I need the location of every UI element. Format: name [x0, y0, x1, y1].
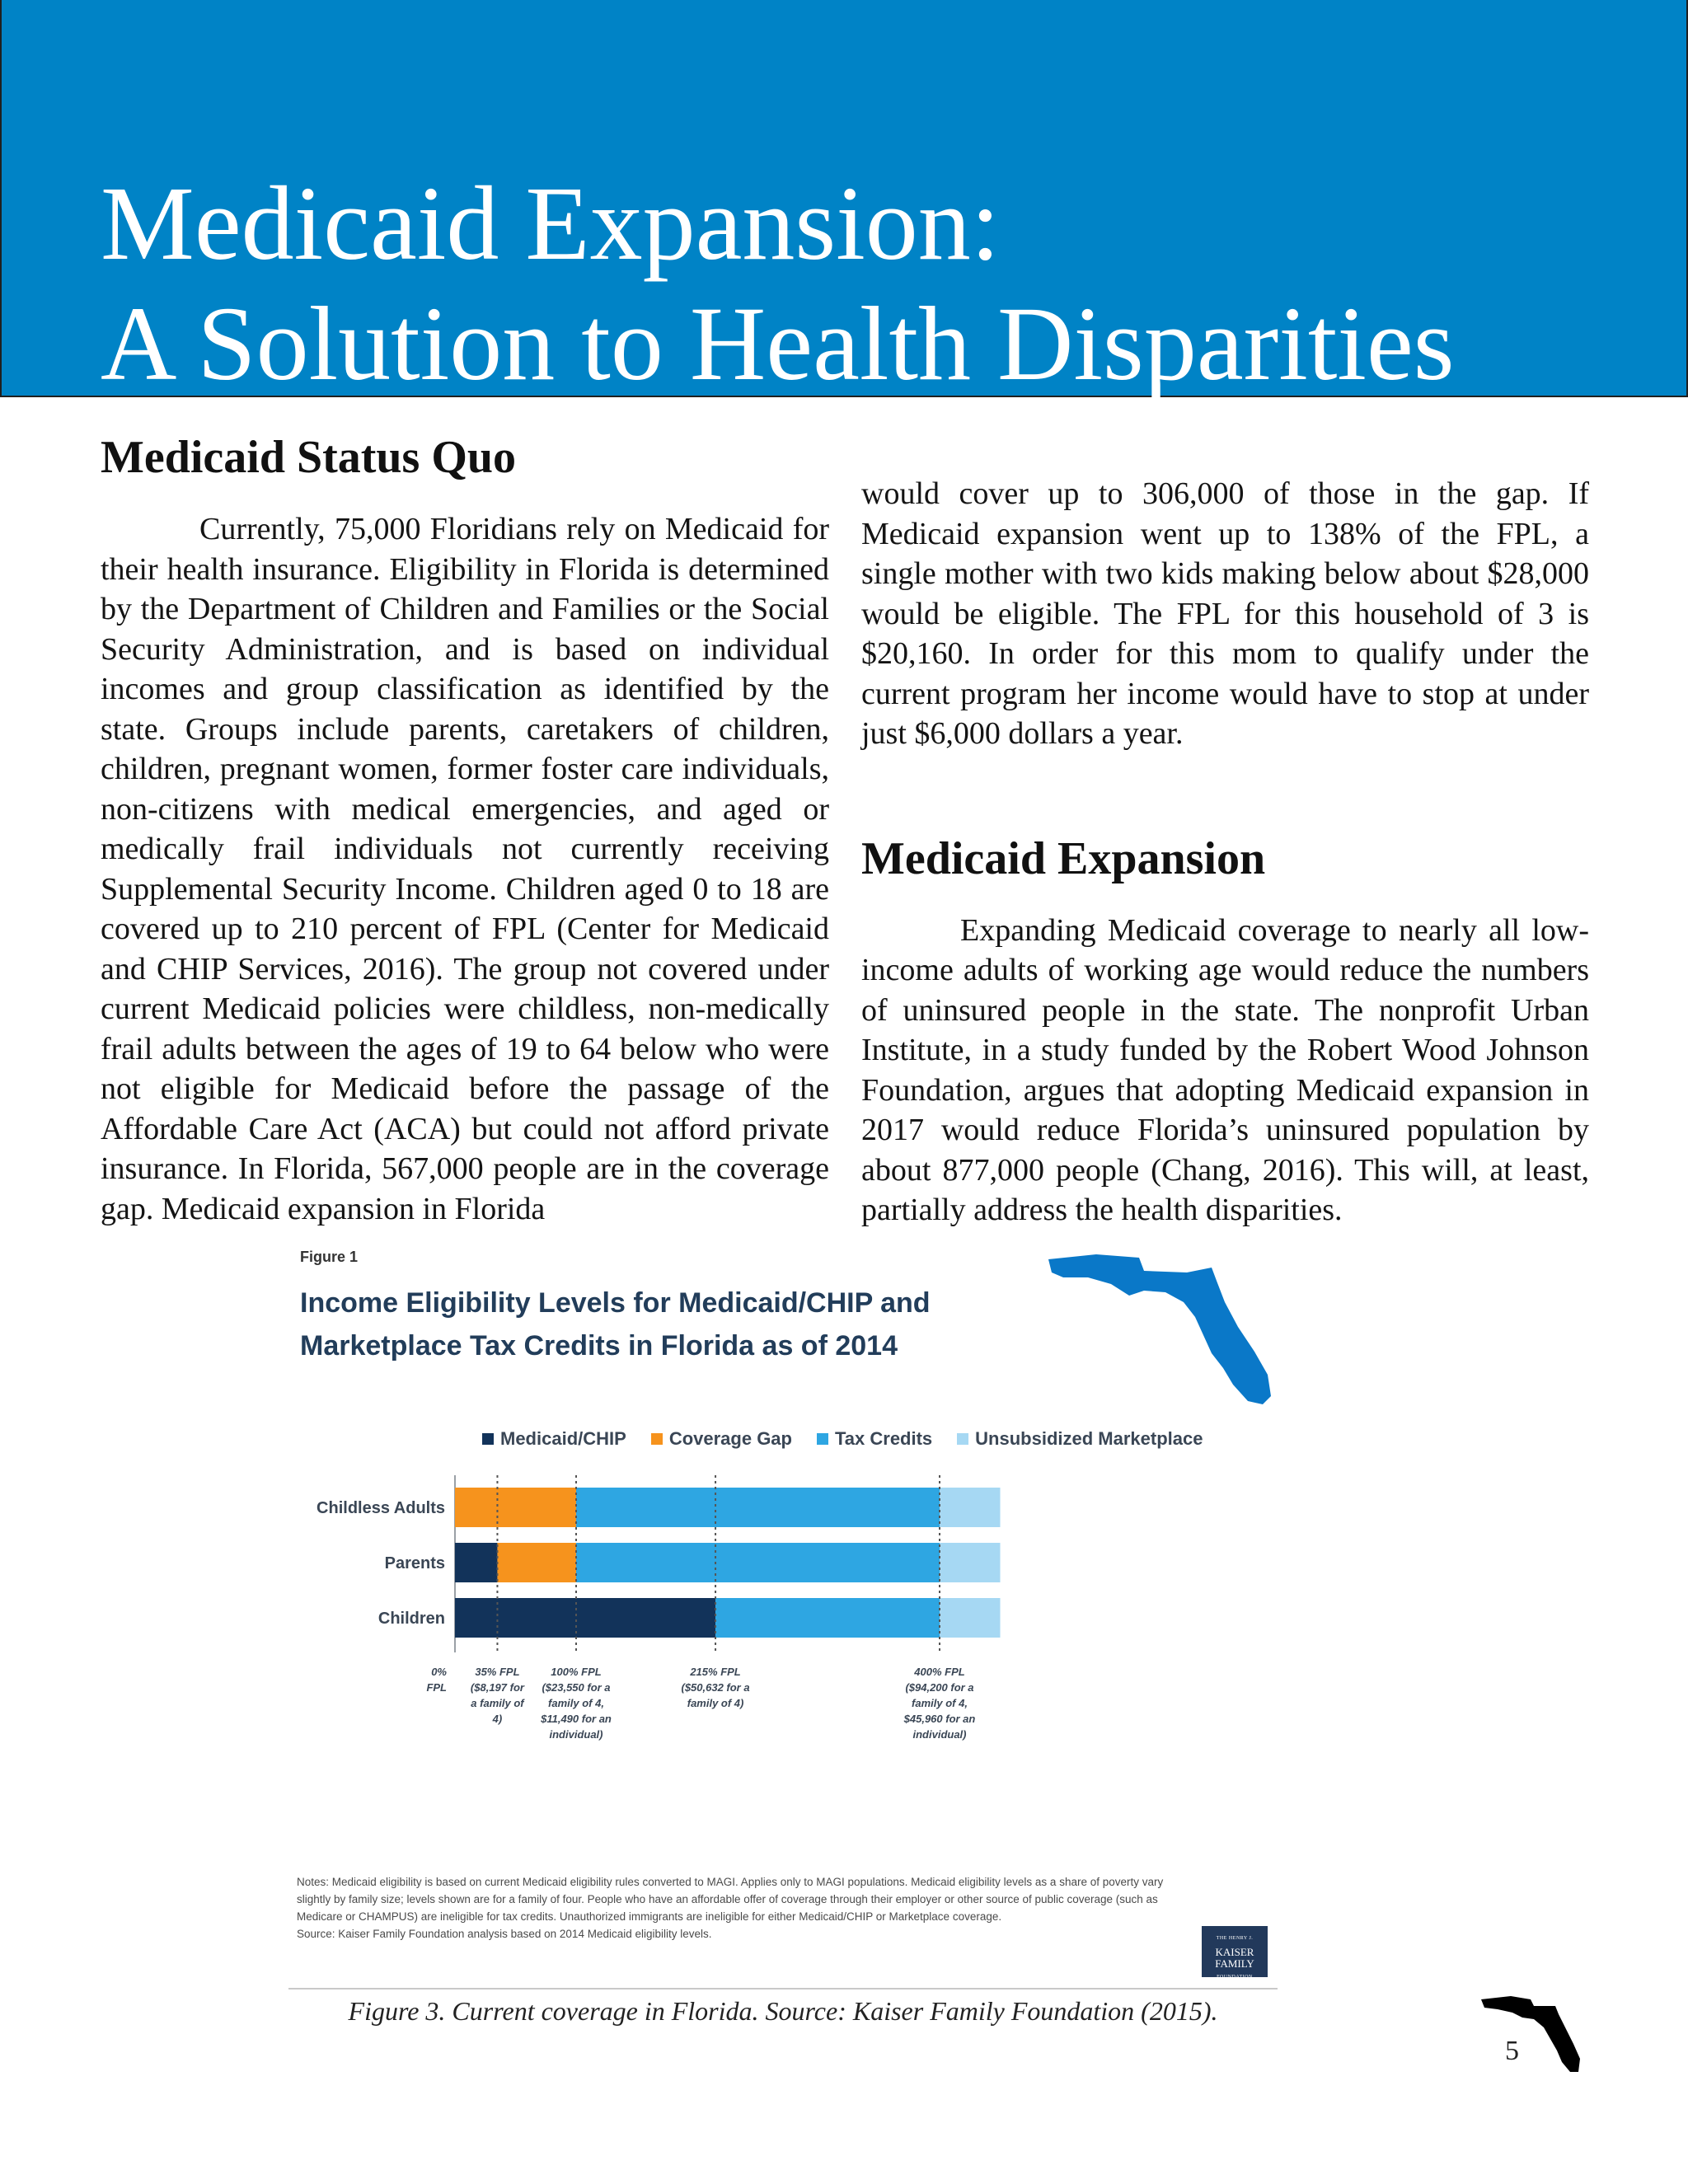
tick-label: 100% FPL ($23,550 for a family of 4, $11,490 for an individual) — [541, 1666, 612, 1741]
figure-divider — [288, 1988, 1278, 1990]
bar-segment — [455, 1543, 497, 1582]
page-title — [101, 163, 1455, 404]
legend-item-coverage-gap: Coverage Gap — [651, 1428, 792, 1450]
tick-label: 400% FPL ($94,200 for a family of 4, $45,960 for an individual) — [903, 1666, 976, 1741]
figure-title — [300, 1282, 1025, 1367]
status-quo-heading: Medicaid Status Quo — [101, 432, 517, 483]
notes-text: Notes: Medicaid eligibility is based on current Medicaid eligibility rules converted to MAGI. Applies only to MAGI populations. Medicaid eligibility levels as a share of poverty vary slightly by family size; levels shown are for a family of four. People who have an affordable offer of coverage through their employer or other source of public coverage (such as Medicare or CHAMPUS) are ineligible for tax credits. Unauthorized immigrants are ineligible for either Medicaid/CHIP or Marketplace coverage. — [297, 1876, 1164, 1923]
title-banner — [0, 0, 1688, 402]
figure-notes — [297, 1873, 1261, 1943]
expansion-paragraph: Expanding Medicaid coverage to nearly all low-income adults of working age would reduce the numbers of uninsured people in the state. The nonprofit Urban Institute, in a study funded by the Robert Wood Johnson Foundation, argues that adopting Medicaid expansion in 2017 would reduce Florida’s uninsured population by about 877,000 people (Chang, 2016). This will, at least, partially address the health disparities. — [861, 912, 1589, 1227]
left-column — [101, 429, 829, 1229]
expansion-heading: Medicaid Expansion — [861, 832, 1266, 884]
bar-segment — [576, 1488, 940, 1527]
bar-segment — [576, 1543, 940, 1582]
legend-item-tax-credits: Tax Credits — [817, 1428, 932, 1450]
bar-segment — [715, 1598, 940, 1638]
eligibility-bar-chart — [280, 1463, 1286, 1801]
figure-caption: Figure 3. Current coverage in Florida. Source: Kaiser Family Foundation (2015). — [348, 1996, 1218, 2026]
status-quo-continuation: would cover up to 306,000 of those in the gap. If Medicaid expansion went up to 138% of the FPL, a single mother with two kids making below about $28,000 would be eligible. The FPL for this household of 3 is $20,160. In order for this mom to qualify under the current program her income would have to stop at under just $6,000 dollars a year. — [861, 476, 1589, 751]
bar-segment — [455, 1598, 715, 1638]
source-text: Source: Kaiser Family Foundation analysis based on 2014 Medicaid eligibility levels. — [297, 1928, 712, 1940]
kaiser-family-logo: THE HENRY J. KAISER FAMILY FOUNDATION — [1202, 1926, 1268, 1977]
title-line-1: Medicaid Expansion: — [101, 165, 1001, 282]
tick-label: 215% FPL ($50,632 for a family of 4) — [681, 1666, 750, 1709]
tick-label: 35% FPL ($8,197 for a family of 4) — [470, 1666, 524, 1725]
page-number: 5 — [1505, 2036, 1519, 2066]
eligibility-figure — [280, 1240, 1286, 1999]
bar-segment — [497, 1543, 576, 1582]
bar-segment — [940, 1598, 1001, 1638]
figure-title-line-2: Marketplace Tax Credits in Florida as of 2014 — [300, 1330, 898, 1361]
chart-legend — [482, 1428, 1203, 1450]
florida-small-icon — [1479, 1993, 1587, 2075]
category-label: Children — [377, 1610, 445, 1628]
status-quo-paragraph: Currently, 75,000 Floridians rely on Medicaid for their health insurance. Eligibility in Florida is determined by the Department of Children and Families or the Social Security Administration, and is based on individual incomes and group classification as identified by the state. Groups include parents, caretakers of children, children, pregnant women, former foster care individuals, non-citizens with medical emergencies, and aged or medically frail individuals not currently receiving Supplemental Security Income. Children aged 0 to 18 are covered up to 210 percent of FPL (Center for Medicaid and CHIP Services, 2016). The group not covered under current Medicaid policies were childless, non-medically frail adults between the ages of 19 to 64 below who were not eligible for Medicaid before the passage of the Affordable Care Act (ACA) but could not afford private insurance. In Florida, 567,000 people are in the coverage gap. Medicaid expansion in Florida — [101, 512, 829, 1226]
title-line-2: A Solution to Health Disparities — [101, 285, 1455, 402]
category-label: Childless Adults — [316, 1499, 445, 1517]
florida-map-icon — [1047, 1244, 1294, 1409]
figure-label: Figure 1 — [300, 1249, 359, 1265]
category-label: Parents — [384, 1554, 445, 1572]
legend-item-medicaid: Medicaid/CHIP — [482, 1428, 626, 1450]
legend-item-unsubsidized: Unsubsidized Marketplace — [957, 1428, 1203, 1450]
figure-title-line-1: Income Eligibility Levels for Medicaid/CHIP and — [300, 1287, 931, 1319]
right-column — [861, 474, 1589, 1230]
bar-segment — [940, 1488, 1001, 1527]
tick-label: 0% FPL — [426, 1666, 447, 1694]
bar-segment — [455, 1488, 576, 1527]
bar-segment — [940, 1543, 1001, 1582]
